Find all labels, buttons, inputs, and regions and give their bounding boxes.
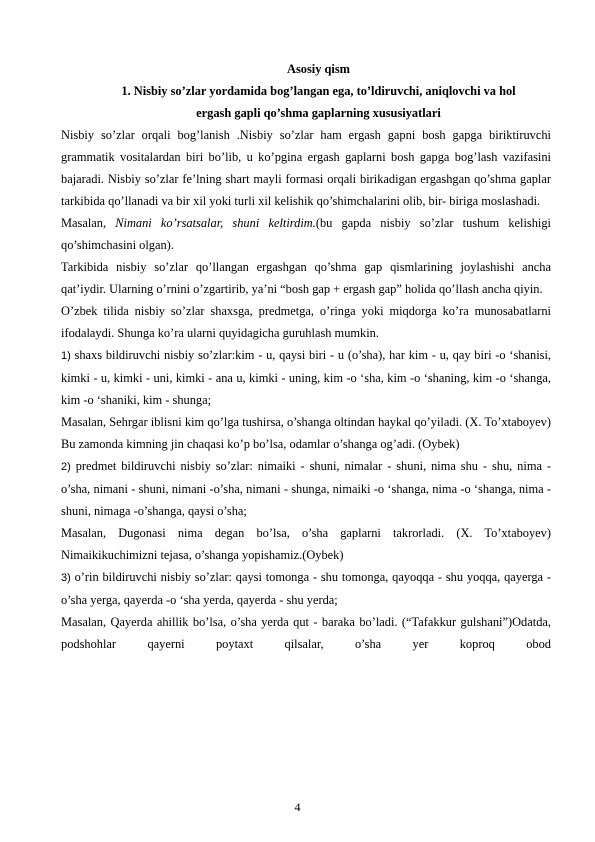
paragraph-7-text: predmet bildiruvchi nisbiy so’zlar: nimaiki - shuni, nimalar - shuni, nima shu - shu, nima -o’sha, nimani - shuni, nimani -o’sha, nimani - shunga, nimaiki -o ‘shanga, nima -o ‘shanga, nima - shuni, nimaga -o’shanga, qaysi o’sha; [61,459,551,518]
paragraph-8: Masalan, Dugonasi nima degan bo’lsa, o’sha gaplarni takrorladi. (X. To’xtaboyev) Nimaikikuchimizni tejasa, o’shanga yopishamiz.(Oybek) [61,526,551,562]
paragraph-5 [61,344,551,411]
paragraph-4: O’zbek tilida nisbiy so’zlar shaxsga, predmetga, o’ringa yoki miqdorga ko’ra munosabatlarni ifodalaydi. Shunga ko’ra ularni quyidagicha guruhlash mumkin. [61,304,551,340]
page-number: 4 [294,800,301,814]
list-number-2: 2) [61,461,71,473]
list-number-1: 1) [61,350,71,362]
paragraph-9-text: o’rin bildiruvchi nisbiy so’zlar: qaysi tomonga - shu tomonga, qayoqqa - shu yoqqa, qayerga -o’sha yerga, qayerda -o ‘sha yerda, qayerda - shu yerda; [61,570,551,607]
paragraph-1-text: Nisbiy so’zlar orqali bog’lanish .Nisbiy so’zlar ham ergash gapni bosh gapga biriktiruvchi grammatik vositalardan biri bo’lib, u ko’pgina ergash gaplarni bosh gapga bog’lash vazifasini bajaradi. Nisbiy so’zlar fe’lning shart mayli formasi orqali birikadigan ergashgan qo’shma gaplar tarkibida qo’llanadi va bir xil yoki turli xil kelishik qo’shimchalarini olib, bir- biriga moslashadi. [61,128,551,208]
paragraph-3: Tarkibida nisbiy so’zlar qo’llangan ergashgan qo’shma gap qismlarining joylashishi ancha qat’iydir. Ularning o’rnini o’zgartirib, ya’ni “bosh gap + ergash gap” holida qo’llash ancha qiyin. [61,260,551,296]
section-title: Asosiy qism [287,62,350,76]
paragraph-2-end: (bu gapda nisbiy so’zlar tushum kelishigi qo’shimchasini olgan). [61,216,552,252]
paragraph-5-text: shaxs bildiruvchi nisbiy so’zlar:kim - u, qaysi biri - u (o’sha), har kim - u, qay biri -o ‘shanisi, kimki - u, kimki - uni, kimki - ana u, kimki - uning, kim -o ‘sha, kim -o ‘shaning, kim -o ‘shanga, kim -o ‘shaniki, kim - shunga; [61,348,551,407]
section-subtitle: 1. Nisbiy so’zlar yordamida bog’langan ega, to’ldiruvchi, aniqlovchi va hol ergash gapli qo’shma gaplarning xususiyatlari [121,84,516,120]
paragraph-7 [61,455,551,522]
paragraph-9 [61,566,551,611]
list-number-3: 3) [61,572,71,584]
paragraph-1 [61,124,551,212]
paragraph-2-start: Masalan, [61,216,116,230]
paragraph-2 [61,212,551,256]
paragraph-2-example: Nimani ko’rsatsalar, shuni keltirdim. [115,216,316,230]
document-page [61,58,552,655]
paragraph-10: Masalan, Qayerda ahillik bo’lsa, o’sha yerda qut - baraka bo’ladi. (“Tafakkur gulshani”)Odatda, podshohlar qayerni poytaxt qilsalar, o’sha yer koproq obod [61,615,551,651]
paragraph-6: Masalan, Sehrgar iblisni kim qo’lga tushirsa, o’shanga oltindan haykal qo’yiladi. (X. To’xtaboyev) Bu zamonda kimning jin chaqasi ko’p bo’lsa, odamlar o’shanga og’adi. (Oybek) [61,415,551,451]
